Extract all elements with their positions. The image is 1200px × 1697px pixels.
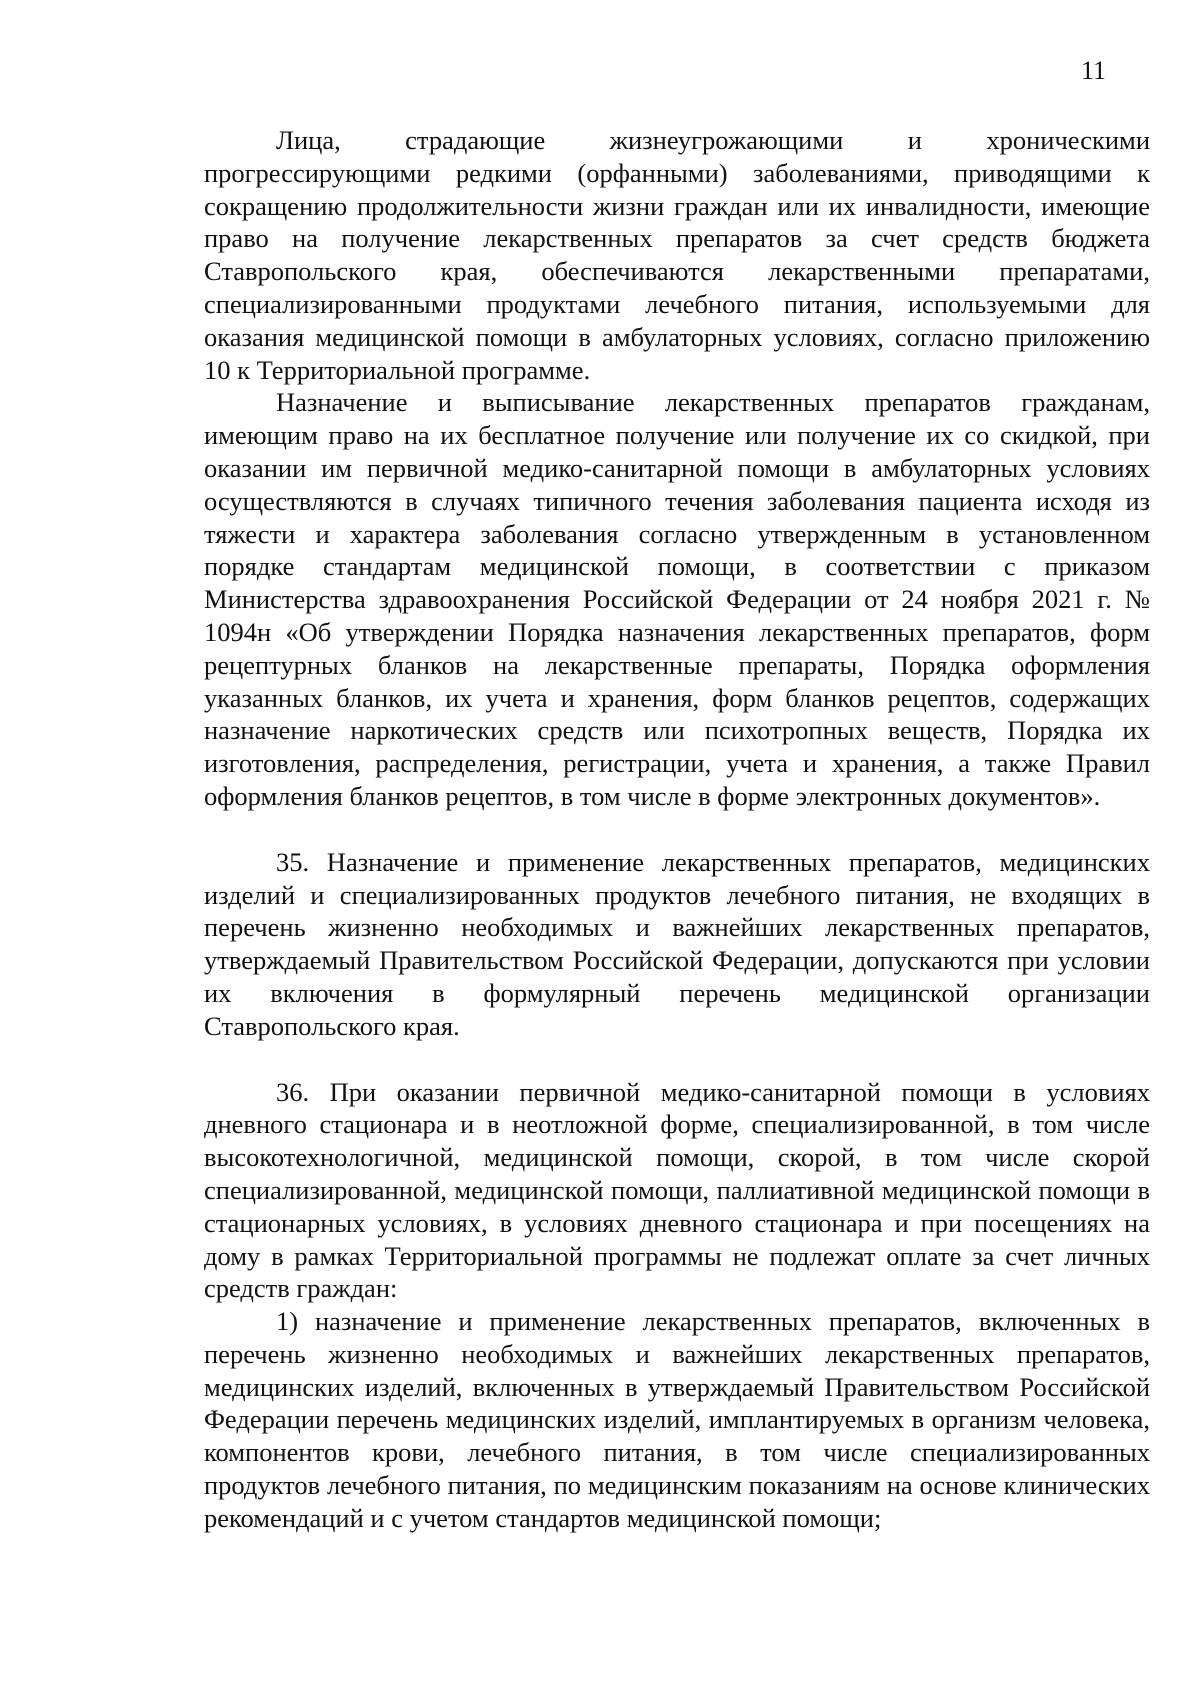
paragraph-prescription-order: Назначение и выписывание лекарственных препаратов гражданам, имеющим право на их бесплатное получение или получение их со скидкой, при оказании им первичной медико-санитарной помощи в амбулаторных условиях осуществляются в случаях типичного течения заболевания пациента исходя из тяжести и характера заболевания согласно утвержденным в установленном порядке стандартам медицинской помощи, в соответствии с приказом Министерства здравоохранения Российской Федерации от 24 ноября 2021 г. № 1094н «Об утверждении Порядка назначения лекарственных препаратов, форм рецептурных бланков на лекарственные препараты, Порядка оформления указанных бланков, их учета и хранения, форм бланков рецептов, содержащих назначение наркотических средств или психотропных веществ, Порядка их изготовления, распределения, регистрации, учета и хранения, а также Правил оформления бланков рецептов, в том числе в форме электронных документов». (204, 387, 1150, 811)
paragraph-gap (204, 813, 1150, 846)
page-number: 11 (1080, 56, 1106, 85)
paragraph-gap (204, 1043, 1150, 1076)
paragraph-35: 35. Назначение и применение лекарственных препаратов, медицинских изделий и специализированных продуктов лечебного питания, не входящих в перечень жизненно необходимых и важнейших лекарственных препаратов, утверждаемый Правительством Российской Федерации, допускаются при условии их включения в формулярный перечень медицинской организации Ставропольского края. (204, 846, 1150, 1041)
paragraph-36-item-1: 1) назначение и применение лекарственных препаратов, включенных в перечень жизненно необходимых и важнейших лекарственных препаратов, медицинских изделий, включенных в утверждаемый Правительством Российской Федерации перечень медицинских изделий, имплантируемых в организм человека, компонентов крови, лечебного питания, в том числе специализированных продуктов лечебного питания, по медицинским показаниям на основе клинических рекомендаций и с учетом стандартов медицинской помощи; (204, 1306, 1150, 1533)
paragraph-36: 36. При оказании первичной медико-санитарной помощи в условиях дневного стационара и в неотложной форме, специализированной, в том числе высокотехнологичной, медицинской помощи, скорой, в том числе скорой специализированной, медицинской помощи, паллиативной медицинской помощи в стационарных условиях, в условиях дневного стационара и при посещениях на дому в рамках Территориальной программы не подлежат оплате за счет личных средств граждан: (204, 1076, 1150, 1304)
paragraph-orphan-diseases: Лица, страдающие жизнеугрожающими и хроническими прогрессирующими редкими (орфанными) заболеваниями, приводящими к сокращению продолжительности жизни граждан или их инвалидности, имеющие право на получение лекарственных препаратов за счет средств бюджета Ставропольского края, обеспечиваются лекарственными препаратами, специализированными продуктами лечебного питания, используемыми для оказания медицинской помощи в амбулаторных условиях, согласно приложению 10 к Территориальной программе. (204, 125, 1150, 385)
document-body (204, 124, 1150, 1535)
